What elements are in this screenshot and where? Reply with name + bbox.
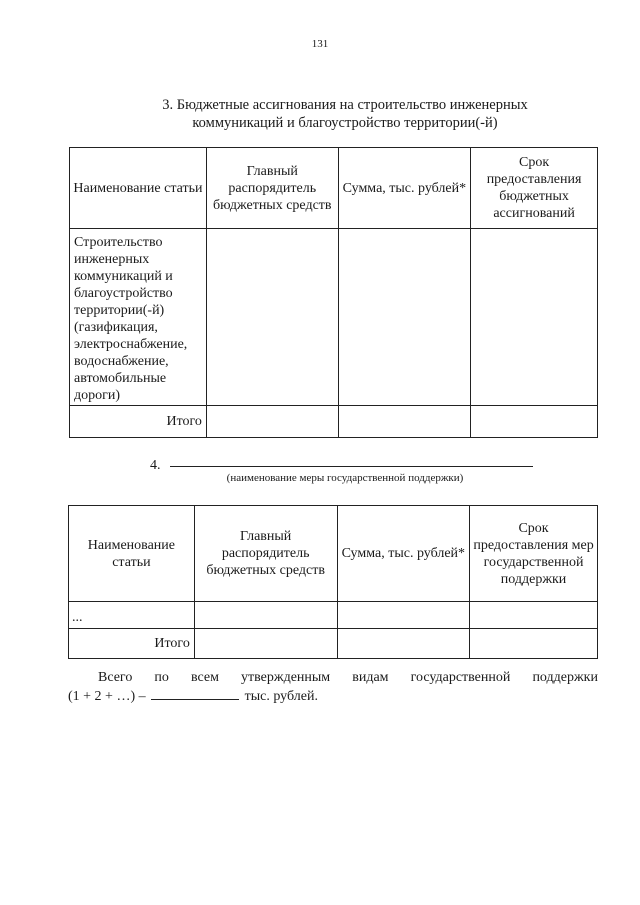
col-header-amount: Сумма, тыс. рублей*	[337, 506, 470, 602]
row-amount-cell[interactable]	[337, 602, 470, 629]
row-term-cell[interactable]	[471, 229, 598, 406]
total-row	[70, 406, 598, 438]
row-amount-cell[interactable]	[338, 229, 471, 406]
row-term-cell[interactable]	[470, 602, 598, 629]
section-4-number: 4.	[150, 458, 161, 473]
measure-name-blank[interactable]	[170, 466, 533, 467]
grand-total-word: поддержки	[532, 670, 598, 685]
grand-total-line-2	[68, 687, 598, 706]
total-manager-cell[interactable]	[194, 629, 337, 659]
grand-total-word: всем	[190, 670, 219, 685]
total-amount-cell[interactable]	[337, 629, 470, 659]
measure-name-caption: (наименование меры государственной поддержки)	[226, 472, 464, 484]
total-label: Итого	[70, 406, 207, 438]
total-term-cell[interactable]	[471, 406, 598, 438]
total-label: Итого	[69, 629, 195, 659]
row-manager-cell[interactable]	[194, 602, 337, 629]
budget-allocations-table	[69, 147, 598, 438]
row-manager-cell[interactable]	[206, 229, 338, 406]
section-3-title	[120, 96, 570, 132]
total-term-cell[interactable]	[470, 629, 598, 659]
table-row	[69, 602, 598, 629]
row-item-name: ...	[69, 602, 195, 629]
col-header-manager: Главный распорядитель бюджетных средств	[194, 506, 337, 602]
table-header-row	[69, 506, 598, 602]
grand-total-formula: (1 + 2 + …) –	[68, 689, 146, 704]
section-3-title-line-1: 3. Бюджетные ассигнования на строительство инженерных	[162, 97, 528, 113]
support-measure-table	[68, 505, 598, 659]
total-row	[69, 629, 598, 659]
total-amount-cell[interactable]	[338, 406, 471, 438]
page-number: 131	[311, 38, 329, 50]
grand-total-word: по	[154, 670, 169, 685]
col-header-term: Срок предоставления мер государственной поддержки	[470, 506, 598, 602]
col-header-item-name: Наименование статьи	[69, 506, 195, 602]
grand-total-word: государственной	[410, 670, 511, 685]
grand-total-word: Всего	[98, 670, 133, 685]
grand-total-paragraph	[68, 669, 598, 706]
total-manager-cell[interactable]	[206, 406, 338, 438]
grand-total-unit: тыс. рублей.	[244, 689, 318, 704]
row-item-name: Строительство инженерных коммуникаций и благоустройство территории(-й) (газификация, электроснабжение, водоснабжение, автомобильные дороги)	[70, 229, 207, 406]
grand-total-word: видам	[352, 670, 389, 685]
grand-total-line-1	[68, 669, 598, 687]
table-row	[70, 229, 598, 406]
grand-total-word: утвержденным	[241, 670, 331, 685]
col-header-manager: Главный распорядитель бюджетных средств	[206, 148, 338, 229]
col-header-item-name: Наименование статьи	[70, 148, 207, 229]
grand-total-blank[interactable]	[151, 687, 239, 700]
table-header-row	[70, 148, 598, 229]
col-header-amount: Сумма, тыс. рублей*	[338, 148, 471, 229]
col-header-term: Срок предоставления бюджетных ассигнований	[471, 148, 598, 229]
section-3-title-line-2: коммуникаций и благоустройство территории(-й)	[192, 115, 498, 131]
